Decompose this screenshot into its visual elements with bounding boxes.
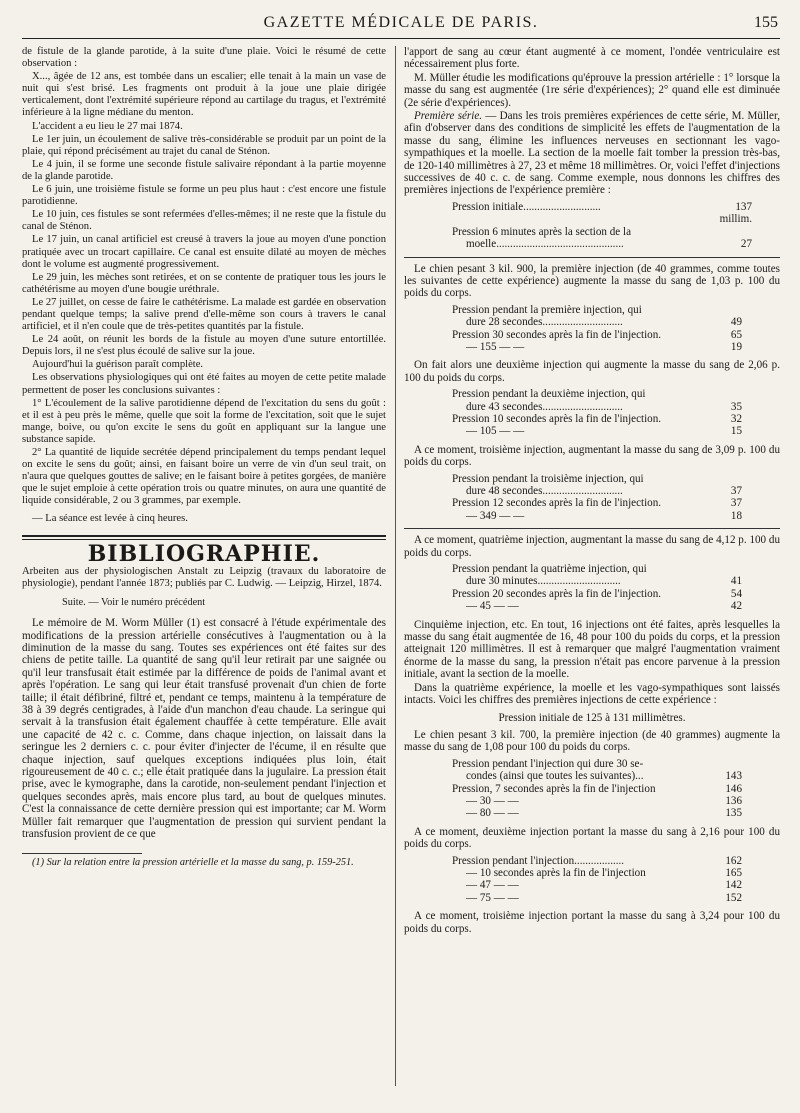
right-column (404, 46, 780, 936)
table-row: — 10 secondes après la fin de l'injection 165 (466, 866, 742, 879)
footnote: (1) Sur la relation entre la pression artérielle et la masse du sang, p. 159-251. (32, 856, 354, 868)
bibliography-reference: Arbeiten aus der physiologischen Anstalt zu Leipzig (travaux du laboratoire de physiologie), pendant l'année 1873; publiés par C. Ludwig. — Leipzig, Hirzel, 1874. (22, 565, 386, 590)
data-table-5 (452, 563, 742, 613)
table-row: — 80 — — 135 (466, 807, 742, 820)
table-row: Pression 12 secondes après la fin de l'injection. 37 (452, 497, 742, 510)
observation-paragraph: Aujourd'hui la guérison paraît complète. (32, 359, 204, 371)
data-table-1 (452, 201, 752, 251)
table-row: Pression pendant la troisième injection, qui (452, 472, 644, 485)
table-row: Pression pendant la quatrième injection, qui (452, 563, 647, 576)
table-row: Pression, 7 secondes après la fin de l'injection 146 (452, 782, 742, 795)
observation-paragraph: Le 10 juin, ces fistules se sont refermées d'elles-mêmes; il ne reste que la fistule du canal de Sténon. (22, 209, 386, 233)
observation-paragraph: L'accident a eu lieu le 27 mai 1874. (32, 120, 183, 132)
body-paragraph: Le chien pesant 3 kil. 700, la première injection (de 40 grammes) augmente la masse du sang de 1,08 pour 100 du poids du corps. (404, 728, 780, 754)
table-row: — 349 — — 18 (466, 509, 742, 522)
table-row: Pression pendant l'injection qui dure 30 se- (452, 757, 644, 770)
data-table-6 (452, 758, 742, 820)
table-row: Pression initiale............................ 137 millim. (452, 200, 752, 226)
table-row: Pression pendant la première injection, qui (452, 303, 642, 316)
table-row: — 30 — — 136 (466, 794, 742, 807)
section-rule-thin (22, 539, 386, 540)
body-paragraph: M. Müller étudie les modifications qu'éprouve la pression artérielle : 1° lorsque la masse du sang est augmentée (1re série d'expériences); 2° quand elle est diminuée (2e série d'expériences). (404, 71, 780, 109)
body-paragraph: l'apport de sang au cœur étant augmenté à ce moment, l'ondée ventriculaire est nécessairement plus forte. (404, 46, 780, 71)
page-number: 155 (754, 14, 778, 31)
section-rule (22, 535, 386, 537)
table-row: — 45 — — 42 (466, 600, 742, 613)
table-row: condes (ainsi que toutes les suivantes)... 143 (466, 770, 742, 783)
observation-paragraph: Le 27 juillet, on cesse de faire le cathétérisme. La malade est gardée en observation pendant quelque temps; la salive prend d'elle-même son cours à travers le canal artificiel, et il n'en coule que de très-petites quantités par la fistule. (22, 296, 386, 333)
table-row: dure 28 secondes............................. 49 (466, 316, 742, 329)
table-row: — 105 — — 15 (466, 425, 742, 438)
observation-paragraph: Le 1er juin, un écoulement de salive très-considérable se produit par un point de la plaie, qui répond précisément au trajet du canal de Sténon. (22, 133, 386, 157)
table-row: Pression 10 secondes après la fin de l'injection. 32 (452, 412, 742, 425)
table-row: Pression 6 minutes après la section de la (452, 225, 632, 238)
data-table-2 (452, 304, 742, 354)
series-text: — Dans les trois premières expériences de cette série, M. Müller, afin d'observer dans des conditions de simplicité les effets de l'augmentation de la masse du sang, élimine les influences nerveuses en sectionnant les vago-sympathiques et la moelle. La section de la moelle fait tomber la pression très-bas, de 120-140 millimètres à 27, 23 et même 18 millimètres. Or, voici l'effet d'injections successives de 40 c. c. de sang. Comme exemple, nous donnons les chiffres des premières injections de l'expérience première : (404, 110, 780, 197)
table-row: Pression pendant la deuxième injection, qui (452, 388, 646, 401)
table-row: dure 30 minutes.............................. 41 (466, 575, 742, 588)
conclusion-paragraph: 1° L'écoulement de la salive parotidienne dépend de l'excitation du sens du goût : et il est à peu près le même, quelle que soit la forme de l'excitation, soit que le sujet mange, boive, ou qu'on excite le sens du goût en appliquant sur la langue une substance sapide. (22, 397, 386, 445)
table-row: dure 48 secondes............................. 37 (466, 485, 742, 497)
table-row: moelle.............................................. 27 (466, 238, 752, 251)
table-row: — 155 — — 19 (466, 340, 742, 353)
observation-paragraph: Le 24 août, on réunit les bords de la fistule au moyen d'une suture entortillée. Depuis lors, il ne s'est plus écoulé de salive sur la joue. (22, 334, 386, 358)
intro-paragraph: de fistule de la glande parotide, à la suite d'une plaie. Voici le résumé de cette observation : (22, 46, 386, 70)
body-paragraph (404, 110, 780, 197)
observation-paragraph: Le 6 juin, une troisième fistule se forme un peu plus haut : c'est encore une fistule parotidienne. (22, 184, 386, 208)
data-table-4 (452, 473, 742, 523)
body-paragraph: Cinquième injection, etc. En tout, 16 injections ont été faites, après lesquelles la masse du sang était augmentée de 16, 48 pour 100 du poids du corps, et la pression atteignait 120 millimètres. Il est à remarquer que malgré l'augmentation vraiment énorme de la masse du sang, la pression n'était pas encore parvenue à la pression initiale, avant la section de la moelle. (404, 618, 780, 681)
observation-paragraph: X..., âgée de 12 ans, est tombée dans un escalier; elle tenait à la main un vase de nuit qui s'est brisé. Les fragments ont produit à la joue une plaie dirigée verticalement, dont l'extrémité supérieure répond au cartilage du tragus, et l'extrémité inférieure à la ligne médiane du menton. (22, 71, 386, 119)
body-paragraph: A ce moment, troisième injection, augmentant la masse du sang de 3,09 p. 100 du poids du corps. (404, 443, 780, 469)
body-paragraph: On fait alors une deuxième injection qui augmente la masse du sang de 2,06 p. 100 du poids du corps. (404, 359, 780, 384)
seance-closing: — La séance est levée à cinq heures. (32, 513, 188, 525)
table-rule (404, 257, 780, 258)
table-row: — 47 — — 142 (466, 879, 742, 892)
table-row: Pression 30 secondes après la fin de l'injection. 65 (452, 328, 742, 341)
observation-paragraph: Les observations physiologiques qui ont été faites au moyen de cette petite malade permettent de poser les conclusions suivantes : (22, 372, 386, 396)
observation-paragraph: Le 29 juin, les mèches sont retirées, et on se contente de pratiquer tous les jours le cathétérisme au moyen d'une bougie uréthrale. (22, 271, 386, 295)
continuation-note: Suite. — Voir le numéro précédent (62, 596, 206, 608)
conclusion-paragraph: 2° La quantité de liquide secrétée dépend principalement du temps pendant lequel on excite le sens du goût; ainsi, en faisant boire un verre de vin d'un seul trait, on n'aura que quelques gouttes de salive; en le faisant boire à petites gorgées, de manière que le sujet emploie à cette opération trois ou quatre minutes, on aura une quantité de liquide considérable, 2 ou 3 grammes, par exemple. (22, 447, 386, 507)
table-rule (404, 528, 780, 529)
body-paragraph: Le mémoire de M. Worm Müller (1) est consacré à l'étude expérimentale des modifications de la pression artérielle consécutives à l'augmentation ou à la diminution de la masse du sang. Toutes ses expériences ont été faites sur des chiens de petite taille. La quantité de sang qu'il leur retirait par une saignée ou qu'il leur transfusait était estimée par la différence de poids de l'animal avant et après l'opération. Le sang qui leur était transfusé provenait d'un chien de forte taille; il était défibriné, filtré et, pendant ce temps, maintenu à la température de 38 à 39 degrés centigrades, à l'aide d'un manchon d'eau chaude. La seringue qui servait à la transfusion était également chauffée à cette température. Elle avait une capacité de 42 c. c. Comme, dans chaque injection, on laissait dans la seringue les 2 derniers c. c. pour éviter d'injecter de l'écume, il en résulte que chaque injection, sauf quelques exceptions indiquées plus loin, était rigoureusement de 40 c. c.; elle était pratiquée dans la jugulaire. La pression était prise, avec le kymographe, dans la carotide, non-seulement pendant l'injection et quelques secondes après, mais encore plus tard, au bout de quelques minutes. C'est la connaissance de cette dernière pression qui est importante; car M. Worm Müller fait remarquer que l'augmentation de pression qui survient pendant la transfusion provient de ce que (22, 617, 386, 841)
footnote-rule (22, 853, 142, 854)
data-table-3 (452, 388, 742, 438)
observation-paragraph: Le 4 juin, il se forme une seconde fistule salivaire répondant à la partie moyenne de la glande parotide. (22, 158, 386, 182)
column-divider (395, 46, 396, 1086)
body-paragraph: A ce moment, troisième injection portant la masse du sang à 3,24 pour 100 du poids du corps. (404, 910, 780, 935)
initial-pressure-line: Pression initiale de 125 à 131 millimètres. (498, 711, 686, 724)
left-column (22, 46, 386, 870)
table-row: — 75 — — 152 (466, 891, 742, 904)
table-row: Pression pendant l'injection.................. 162 (452, 854, 742, 867)
journal-title: GAZETTE MÉDICALE DE PARIS. (263, 14, 539, 31)
body-paragraph: A ce moment, quatrième injection, augmentant la masse du sang de 4,12 p. 100 du poids du corps. (404, 534, 780, 559)
body-paragraph: Dans la quatrième expérience, la moelle et les vago-sympathiques sont laissés intacts. Voici les chiffres des premières injections de cette expérience : (404, 681, 780, 707)
body-paragraph: Le chien pesant 3 kil. 900, la première injection (de 40 grammes, comme toutes les suivantes de cette expérience) augmente la masse du sang de 1,03 p. 100 du poids du corps. (404, 262, 780, 300)
bibliography-title: BIBLIOGRAPHIE. (87, 540, 321, 567)
data-table-7 (452, 855, 742, 905)
table-row: Pression 20 secondes après la fin de l'injection. 54 (452, 587, 742, 600)
observation-paragraph: Le 17 juin, un canal artificiel est creusé à travers la joue au moyen d'une ponction pratiquée avec un trocart capillaire. Ce canal est ensuite dilaté au moyen de mèches dont le volume est augmenté progressivement. (22, 234, 386, 270)
page-header (22, 12, 780, 39)
table-row: dure 43 secondes............................. 35 (466, 400, 742, 413)
body-paragraph: A ce moment, deuxième injection portant la masse du sang à 2,16 pour 100 du poids du corps. (404, 825, 780, 851)
series-label: Première série. (414, 110, 483, 123)
